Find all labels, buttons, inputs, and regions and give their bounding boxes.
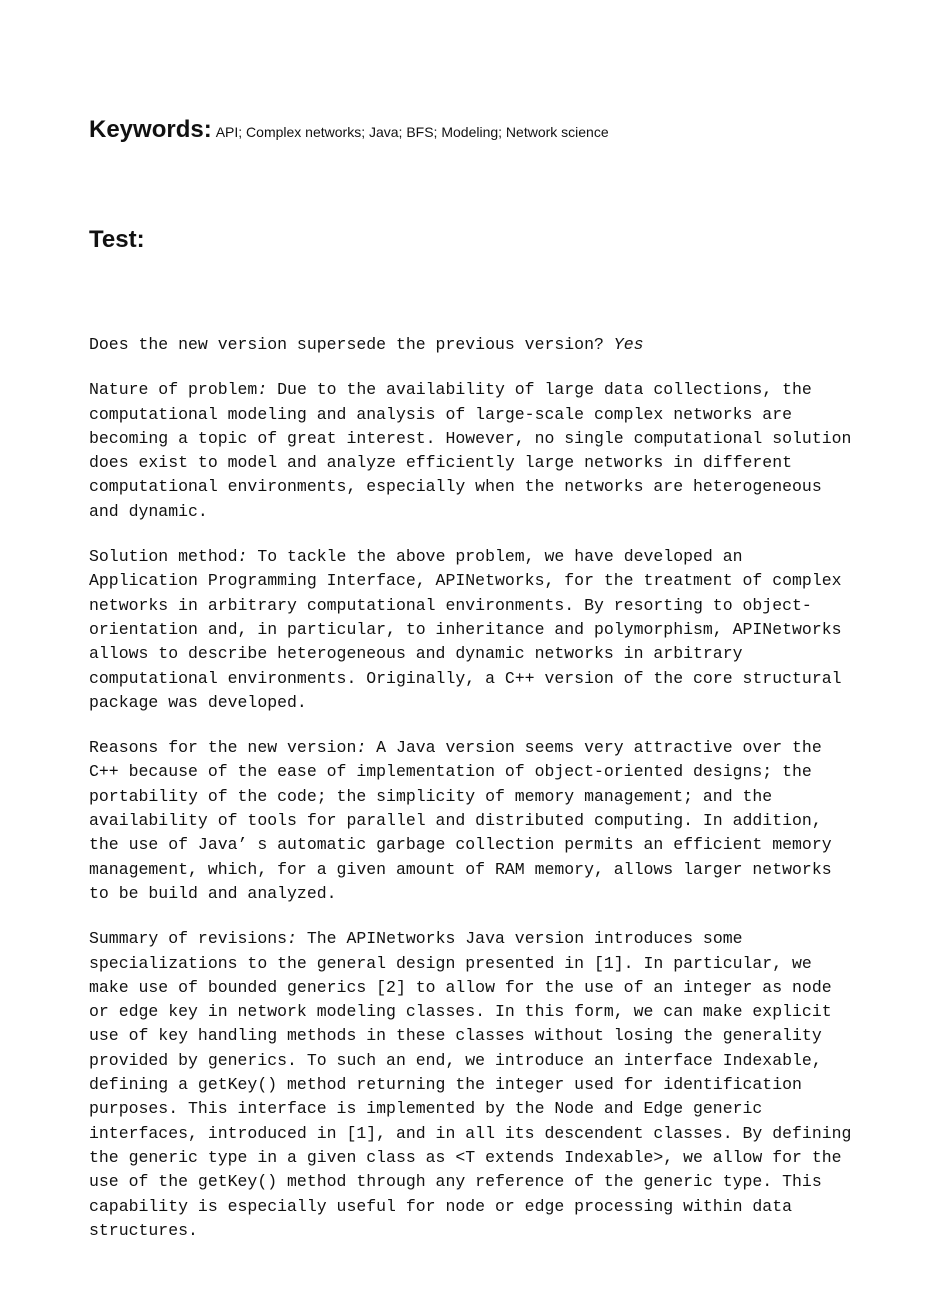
- nature-label: Nature of problem: [89, 380, 258, 400]
- nature-text: Due to the availability of large data collections, the computational modeling and analysis of large-scale complex networks are becoming a topic of great interest. However, no single computational solution does exist to model and analyze efficiently large networks in different computational environments, especially when the networks are heterogeneous and dynamic.: [89, 380, 852, 521]
- solution-label: Solution method: [89, 547, 238, 567]
- summary-label: Summary of revisions: [89, 929, 288, 949]
- paragraph-reasons: [89, 736, 859, 906]
- reasons-label: Reasons for the new version: [89, 738, 357, 758]
- summary-colon: :: [287, 929, 297, 949]
- keywords-line: [89, 116, 609, 144]
- reasons-colon: :: [356, 738, 367, 758]
- paragraph-nature: [89, 378, 859, 524]
- solution-text: To tackle the above problem, we have developed an Application Programming Interface, APINetworks, for the treatment of complex networks in arbitrary computational environments. By resorting to object-orientation and, in particular, to inheritance and polymorphism, APINetworks allows to describe heterogeneous and dynamic networks in arbitrary computational environments. Originally, a C++ version of the core structural package was developed.: [89, 547, 842, 712]
- supersede-answer: Yes: [613, 335, 644, 354]
- solution-colon: :: [237, 547, 248, 567]
- paragraph-solution: [89, 545, 859, 715]
- summary-text: The APINetworks Java version introduces some specializations to the general design presented in [1]. In particular, we make use of bounded generics [2] to allow for the use of an integer as node or edge key in network modeling classes. In this form, we can make explicit use of key handling methods in these classes without losing the generality provided by generics. To such an end, we introduce an interface Indexable, defining a getKey() method returning the integer used for identification purposes. This interface is implemented by the Node and Edge generic interfaces, introduced in [1], and in all its descendent classes. By defining the generic type in a given class as <T extends Indexable>, we allow for the use of the getKey() method through any reference of the generic type. This capability is especially useful for node or edge processing within data structures.: [89, 929, 852, 1240]
- paragraph-supersede: [89, 333, 859, 357]
- test-heading: Test:: [89, 226, 145, 253]
- keywords-text: API; Complex networks; Java; BFS; Modeling; Network science: [215, 124, 609, 140]
- reasons-text: A Java version seems very attractive over the C++ because of the ease of implementation of object-oriented designs; the portability of the code; the simplicity of memory management; and the availability of tools for parallel and distributed computing. In addition, the use of Java’ s automatic garbage collection permits an efficient memory management, which, for a given amount of RAM memory, allows larger networks to be build and analyzed.: [89, 738, 832, 903]
- supersede-question: Does the new version supersede the previous version?: [89, 335, 614, 354]
- body-text: [89, 333, 859, 1264]
- nature-colon: :: [257, 380, 268, 400]
- keywords-label: Keywords:: [89, 116, 212, 143]
- paragraph-summary: [89, 927, 859, 1243]
